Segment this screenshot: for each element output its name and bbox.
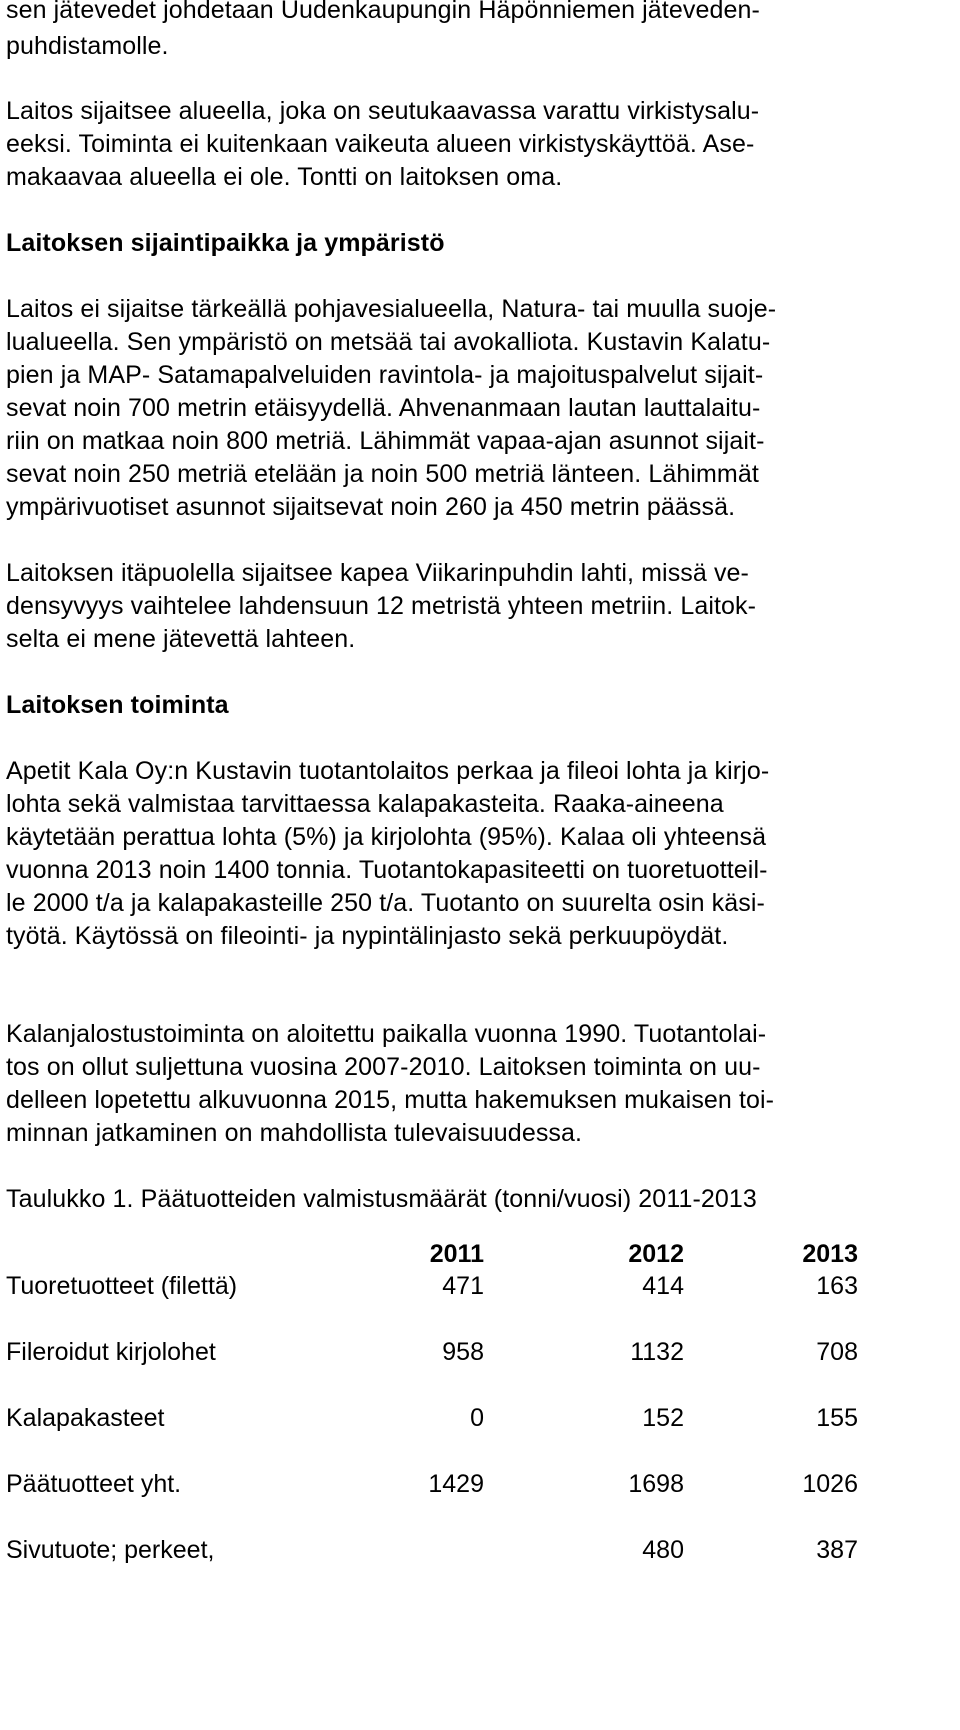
- table-cell: 155: [816, 1404, 858, 1432]
- paragraph-line: lohta sekä valmistaa tarvittaessa kalapakasteita. Raaka-aineena: [6, 790, 724, 818]
- paragraph-line: sevat noin 250 metriä etelään ja noin 500 metriä länteen. Lähimmät: [6, 460, 759, 488]
- table-cell: 1698: [628, 1470, 684, 1498]
- table-cell: 471: [442, 1272, 484, 1300]
- paragraph-line: le 2000 t/a ja kalapakasteille 250 t/a. Tuotanto on suurelta osin käsi-: [6, 889, 765, 917]
- paragraph-line: työtä. Käytössä on fileointi- ja nypintälinjasto sekä perkuupöydät.: [6, 922, 729, 950]
- table-cell: 1026: [802, 1470, 858, 1498]
- table-row-label: Fileroidut kirjolohet: [6, 1338, 216, 1366]
- paragraph-line: käytetään perattua lohta (5%) ja kirjolohta (95%). Kalaa oli yhteensä: [6, 823, 767, 851]
- paragraph-line: sen jätevedet johdetaan Uudenkaupungin Häpönniemen jäteveden-: [6, 0, 760, 24]
- paragraph-line: Laitos sijaitsee alueella, joka on seutukaavassa varattu virkistysalu-: [6, 97, 760, 125]
- paragraph-line: Kalanjalostustoiminta on aloitettu paikalla vuonna 1990. Tuotantolai-: [6, 1020, 767, 1048]
- paragraph-line: Laitos ei sijaitse tärkeällä pohjavesialueella, Natura- tai muulla suoje-: [6, 295, 777, 323]
- table-cell: 1132: [630, 1338, 684, 1366]
- table-cell: 163: [816, 1272, 858, 1300]
- paragraph-line: delleen lopetettu alkuvuonna 2015, mutta hakemuksen mukaisen toi-: [6, 1086, 775, 1114]
- paragraph-line: Laitoksen itäpuolella sijaitsee kapea Viikarinpuhdin lahti, missä ve-: [6, 559, 749, 587]
- paragraph-line: pien ja MAP- Satamapalveluiden ravintola- ja majoituspalvelut sijait-: [6, 361, 764, 389]
- table-cell: 414: [642, 1272, 684, 1300]
- paragraph-line: makaavaa alueella ei ole. Tontti on laitoksen oma.: [6, 163, 563, 191]
- paragraph-line: vuonna 2013 noin 1400 tonnia. Tuotantokapasiteetti on tuoretuotteil-: [6, 856, 768, 884]
- paragraph-line: ympärivuotiset asunnot sijaitsevat noin 260 ja 450 metrin päässä.: [6, 493, 736, 521]
- table-cell: 1429: [428, 1470, 484, 1498]
- table-cell: 387: [816, 1536, 858, 1564]
- paragraph-line: puhdistamolle.: [6, 32, 169, 60]
- table-row-label: Päätuotteet yht.: [6, 1470, 182, 1498]
- paragraph-line: Taulukko 1. Päätuotteiden valmistusmäärät (tonni/vuosi) 2011-2013: [6, 1185, 757, 1213]
- table-column-header: 2011: [429, 1240, 484, 1268]
- table-cell: 480: [642, 1536, 684, 1564]
- paragraph-line: riin on matkaa noin 800 metriä. Lähimmät vapaa-ajan asunnot sijait-: [6, 427, 765, 455]
- table-column-header: 2012: [628, 1240, 684, 1268]
- table-row-label: Kalapakasteet: [6, 1404, 165, 1432]
- paragraph-line: Apetit Kala Oy:n Kustavin tuotantolaitos perkaa ja fileoi lohta ja kirjo-: [6, 757, 770, 785]
- paragraph-line: lualueella. Sen ympäristö on metsää tai avokalliota. Kustavin Kalatu-: [6, 328, 771, 356]
- paragraph-line: tos on ollut suljettuna vuosina 2007-2010. Laitoksen toiminta on uu-: [6, 1053, 761, 1081]
- paragraph-line: eeksi. Toiminta ei kuitenkaan vaikeuta alueen virkistyskäyttöä. Ase-: [6, 130, 755, 158]
- paragraph-line: selta ei mene jätevettä lahteen.: [6, 625, 356, 653]
- paragraph-line: densyvyys vaihtelee lahdensuun 12 metristä yhteen metriin. Laitok-: [6, 592, 757, 620]
- section-heading: Laitoksen toiminta: [6, 691, 229, 719]
- table-cell: 958: [442, 1338, 484, 1366]
- paragraph-line: minnan jatkaminen on mahdollista tulevaisuudessa.: [6, 1119, 583, 1147]
- table-row-label: Sivutuote; perkeet,: [6, 1536, 215, 1564]
- paragraph-line: sevat noin 700 metrin etäisyydellä. Ahvenanmaan lautan lauttalaitu-: [6, 394, 761, 422]
- table-cell: 708: [816, 1338, 858, 1366]
- table-cell: 152: [642, 1404, 684, 1432]
- table-row-label: Tuoretuotteet (filettä): [6, 1272, 238, 1300]
- section-heading: Laitoksen sijaintipaikka ja ympäristö: [6, 229, 445, 257]
- table-column-header: 2013: [802, 1240, 858, 1268]
- table-cell: 0: [470, 1404, 484, 1432]
